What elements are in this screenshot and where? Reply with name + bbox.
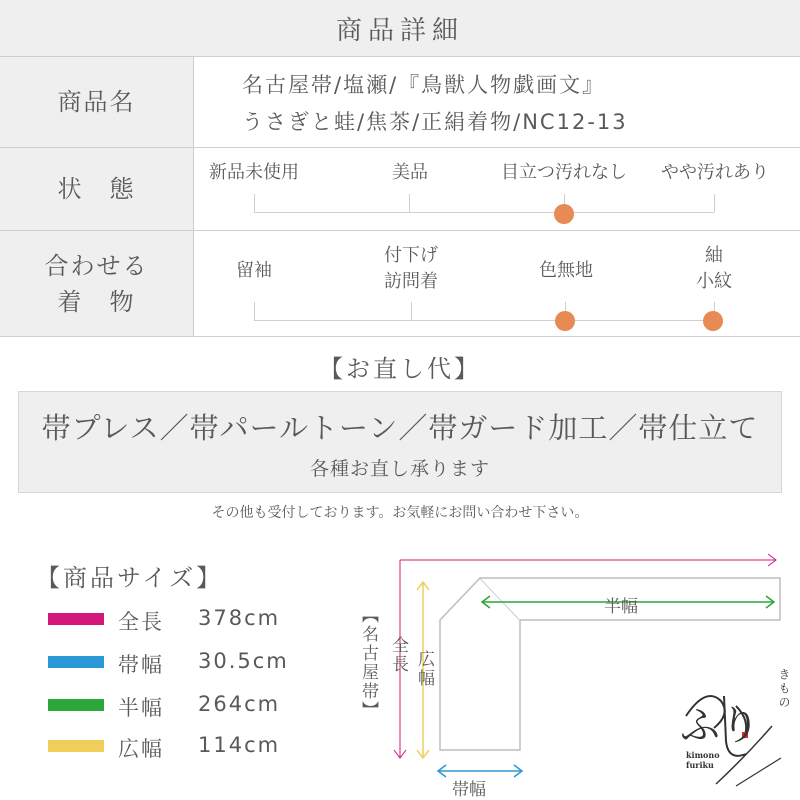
repair-title: 【お直し代】 [319,355,481,383]
condition-scale-line [254,212,714,213]
size-value-wide-width: 114cm [198,733,281,757]
matching-label-line2: 着 物 [57,287,136,316]
condition-selected-marker [554,204,574,224]
matching-selected-marker [555,311,575,331]
matching-scale-tick [411,302,412,320]
product-name-line2: うさぎと蛙/焦茶/正絹着物/NC12-13 [242,110,628,134]
size-swatch-half-width [48,699,104,711]
matching-selected-marker [703,311,723,331]
diagram-half-width-label: 半幅 [604,597,638,617]
product-name-label: 商品名 [0,57,193,147]
diagram-obi-width-label: 帯幅 [452,780,486,800]
size-label-half-width: 半幅 [118,696,164,720]
matching-option-tsukesage [370,243,452,295]
size-value-obi-width: 30.5cm [198,649,289,673]
diagram-wide-width-label: 広幅 [414,650,434,688]
page-title: 商品詳細 [0,0,800,57]
matching-option-tomesode: 留袖 [236,260,272,281]
condition-option-good: 美品 [392,162,428,183]
size-swatch-full-length [48,613,104,625]
row-divider [0,336,800,337]
matching-option-tsumugi [676,243,752,295]
logo-en-line2: furiku [686,760,714,770]
condition-option-no-stains: 目立つ汚れなし [501,162,627,183]
condition-option-slight-stains: やや汚れあり [661,162,769,183]
size-swatch-wide-width [48,740,104,752]
column-divider [193,57,194,337]
size-swatch-obi-width [48,656,104,668]
matching-option-tsukesage-line1: 付下げ [384,245,438,266]
condition-scale-tick [409,194,410,212]
diagram-type-label: 【名古屋帯】 [358,606,378,720]
matching-option-iromuji: 色無地 [539,260,593,281]
diagram-full-length-label: 全長 [388,636,408,674]
matching-option-tsumugi-line2: 小紋 [696,271,732,292]
condition-option-new: 新品未使用 [209,162,299,183]
size-value-half-width: 264cm [198,692,281,716]
matching-option-tsumugi-line1: 紬 [705,245,723,266]
kimono-furiku-logo [676,666,794,796]
logo-side-text: きもの [777,668,791,710]
matching-option-tsukesage-line2: 訪問着 [384,271,438,292]
repair-services: 帯プレス／帯パールトーン／帯ガード加工／帯仕立て [41,411,759,445]
condition-label: 状 態 [0,148,193,230]
repair-note: 各種お直し承ります [309,458,490,480]
condition-scale-tick [714,194,715,212]
product-name-line1: 名古屋帯/塩瀬/『鳥獣人物戯画文』 [242,73,606,97]
condition-scale-tick [254,194,255,212]
size-label-wide-width: 広幅 [118,737,164,761]
repair-box [18,391,782,493]
repair-contact: その他も受付しております。お気軽にお問い合わせ下さい。 [211,505,589,521]
matching-scale-line [254,320,714,321]
logo-main-text: ふり [680,703,760,749]
size-value-full-length: 378cm [198,606,281,630]
logo-en-line1: kimono [686,750,720,760]
matching-label-line1: 合わせる [44,251,149,280]
size-label-obi-width: 帯幅 [118,653,164,677]
matching-scale-tick [254,302,255,320]
matching-label [0,231,193,336]
size-label-full-length: 全長 [118,610,164,634]
size-title: 【商品サイズ】 [36,564,224,592]
